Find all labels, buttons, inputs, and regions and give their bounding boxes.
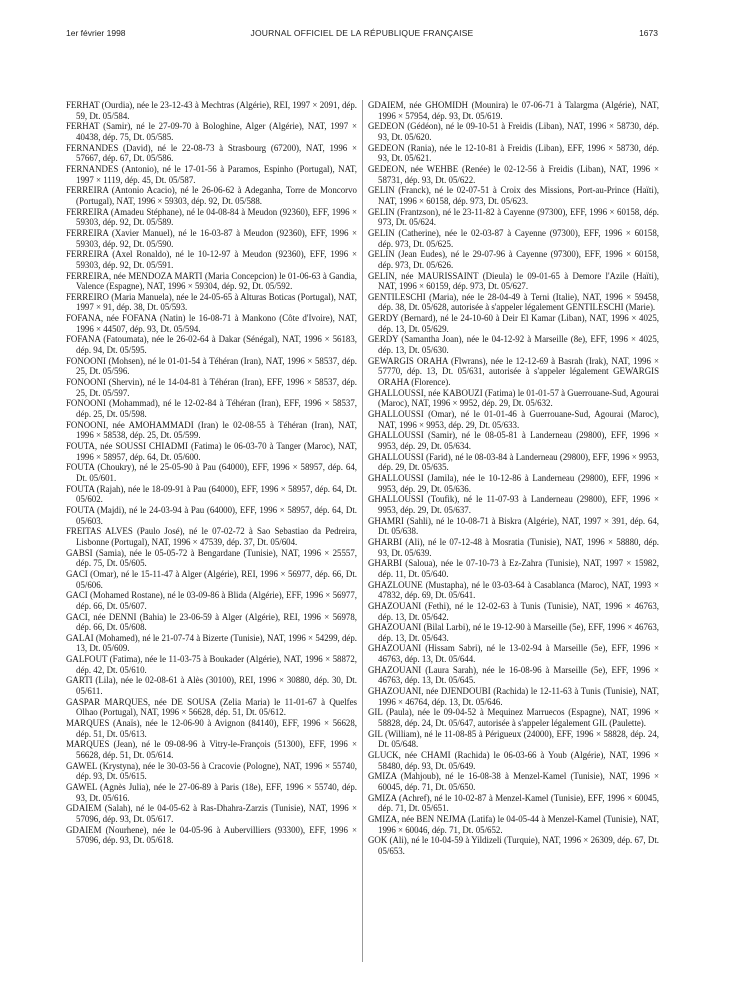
register-entry: FERREIRA (Xavier Manuel), né le 16-03-87 à Meudon (92360), EFF, 1996 × 59303, dép. 92, Dt. 05/590. bbox=[66, 227, 357, 249]
register-entry: GMIZA (Achref), né le 10-02-87 à Menzel-Kamel (Tunisie), EFF, 1996 × 60045, dép. 71, Dt. 05/651. bbox=[368, 792, 659, 814]
register-entry: GEDEON (Gédéon), né le 09-10-51 à Freidis (Liban), NAT, 1996 × 58730, dép. 93, Dt. 05/620. bbox=[368, 121, 659, 142]
register-entry: GHALLOUSSI (Toufik), né le 11-07-93 à Landerneau (29800), EFF, 1996 × 9953, dép. 29, Dt. 05/637. bbox=[368, 494, 659, 515]
register-entry: GIL (Paula), née le 09-04-52 à Mequinez Marruecos (Espagne), NAT, 1996 × 58828, dép. 24, Dt. 05/647, autorisée à s'appeler légalement GIL (Paulette). bbox=[368, 707, 659, 729]
register-entry: GELIN, née MAURISSAINT (Dieula) le 09-01-65 à Demore l'Azile (Haïti), NAT, 1996 × 60159, dép. 973, Dt. 05/627. bbox=[368, 270, 659, 292]
register-entry: GARTI (Lila), née le 02-08-61 à Alès (30100), REI, 1996 × 30880, dép. 30, Dt. 05/611. bbox=[66, 675, 357, 697]
header-title: JOURNAL OFFICIEL DE LA RÉPUBLIQUE FRANÇAISE bbox=[250, 28, 474, 38]
register-entry: FONOONI (Mohsen), né le 01-01-54 à Téhéran (Iran), NAT, 1996 × 58537, dép. 25, Dt. 05/596. bbox=[66, 355, 357, 377]
register-entry: FONOONI, née AMOHAMMADI (Iran) le 02-08-55 à Téhéran (Iran), NAT, 1996 × 58538, dép. 25, Dt. 05/599. bbox=[66, 419, 357, 441]
register-entry: GEWARGIS ORAHA (Flwrans), née le 12-12-69 à Basrah (Irak), NAT, 1996 × 57770, dép. 13, Dt. 05/631, autorisée à s'appeler légalement GEWARGIS ORAHA (Florence). bbox=[368, 355, 659, 388]
register-entry: GERDY (Samantha Joan), née le 04-12-92 à Marseille (8e), EFF, 1996 × 4025, dép. 13, Dt. 05/630. bbox=[368, 334, 659, 356]
register-entry: GALAI (Mohamed), né le 21-07-74 à Bizerte (Tunisie), NAT, 1996 × 54299, dép. 13, Dt. 05/609. bbox=[66, 632, 357, 654]
register-entry: GABSI (Samia), née le 05-05-72 à Bengardane (Tunisie), NAT, 1996 × 25557, dép. 75, Dt. 05/605. bbox=[66, 547, 357, 569]
register-entry: GELIN (Franck), né le 02-07-51 à Croix des Missions, Port-au-Prince (Haïti), NAT, 1996 × 60158, dép. 973, Dt. 05/623. bbox=[368, 185, 659, 206]
register-entry: MARQUES (Jean), né le 09-08-96 à Vitry-le-François (51300), EFF, 1996 × 56628, dép. 51, Dt. 05/614. bbox=[66, 739, 357, 761]
register-entry: GHAZOUANI (Hissam Sabri), né le 13-02-94 à Marseille (5e), EFF, 1996 × 46763, dép. 13, Dt. 05/644. bbox=[368, 643, 659, 665]
register-entry: GOK (Ali), né le 10-04-59 à Yildizeli (Turquie), NAT, 1996 × 26309, dép. 67, Dt. 05/653. bbox=[368, 835, 659, 856]
register-entry: GELIN (Frantzson), né le 23-11-82 à Cayenne (97300), EFF, 1996 × 60158, dép. 973, Dt. 05/624. bbox=[368, 206, 659, 228]
register-entry: GHALLOUSSI (Omar), né le 01-01-46 à Guerrouane-Sud, Agourai (Maroc), NAT, 1996 × 9953, dép. 29, Dt. 05/633. bbox=[368, 409, 659, 430]
register-entry: GERDY (Bernard), né le 24-10-60 à Deir El Kamar (Liban), NAT, 1996 × 4025, dép. 13, Dt. 05/629. bbox=[368, 313, 659, 334]
register-entry: GALFOUT (Fatima), née le 11-03-75 à Boukader (Algérie), NAT, 1996 × 58872, dép. 42, Dt. 05/610. bbox=[66, 654, 357, 675]
register-entry: GASPAR MARQUES, née DE SOUSA (Zelia Maria) le 11-01-67 à Quelfes Olhao (Portugal), NAT, 1996 × 56628, dép. 51, Dt. 05/612. bbox=[66, 696, 357, 718]
page-header bbox=[66, 28, 658, 42]
register-entry: GAWEL (Krystyna), née le 30-03-56 à Cracovie (Pologne), NAT, 1996 × 55740, dép. 93, Dt. 05/615. bbox=[66, 760, 357, 782]
register-entry: GHALLOUSSI (Farid), né le 08-03-84 à Landerneau (29800), EFF, 1996 × 9953, dép. 29, Dt. 05/635. bbox=[368, 451, 659, 473]
register-entry: GDAIEM (Salah), né le 04-05-62 à Ras-Dhahra-Zarzis (Tunisie), NAT, 1996 × 57096, dép. 93, Dt. 05/617. bbox=[66, 803, 357, 824]
register-entry: FOUTA (Rajah), née le 18-09-91 à Pau (64000), EFF, 1996 × 58957, dép. 64, Dt. 05/602. bbox=[66, 483, 357, 505]
register-entry: FERREIRA (Axel Ronaldo), né le 10-12-97 à Meudon (92360), EFF, 1996 × 59303, dép. 92, Dt. 05/591. bbox=[66, 249, 357, 270]
register-entry: GDAIEM (Nourhene), née le 04-05-96 à Aubervilliers (93300), EFF, 1996 × 57096, dép. 93, Dt. 05/618. bbox=[66, 824, 357, 846]
register-entry: GDAIEM, née GHOMIDH (Mounira) le 07-06-71 à Talargma (Algérie), NAT, 1996 × 57954, dép. 93, Dt. 05/619. bbox=[368, 100, 659, 121]
register-entry: FERHAT (Ourdia), née le 23-12-43 à Mechtras (Algérie), REI, 1997 × 2091, dép. 59, Dt. 05/584. bbox=[66, 100, 357, 121]
register-entry: GHAMRI (Sahli), né le 10-08-71 à Biskra (Algérie), NAT, 1997 × 391, dép. 64, Dt. 05/638. bbox=[368, 515, 659, 537]
right-column bbox=[368, 100, 659, 857]
register-entry: GHAZOUANI, née DJENDOUBI (Rachida) le 12-11-63 à Tunis (Tunisie), NAT, 1996 × 46764, dép. 13, Dt. 05/646. bbox=[368, 686, 659, 707]
register-entry: FOUTA (Choukry), né le 25-05-90 à Pau (64000), EFF, 1996 × 58957, dép. 64, Dt. 05/601. bbox=[66, 462, 357, 483]
register-entry: GHALLOUSSI (Samir), né le 08-05-81 à Landerneau (29800), EFF, 1996 × 9953, dép. 29, Dt. 05/634. bbox=[368, 430, 659, 451]
header-date: 1er février 1998 bbox=[66, 28, 126, 38]
register-entry: GHAZOUANI (Laura Sarah), née le 16-08-96 à Marseille (5e), EFF, 1996 × 46763, dép. 13, Dt. 05/645. bbox=[368, 664, 659, 686]
register-entry: GHARBI (Ali), né le 07-12-48 à Mosratia (Tunisie), NAT, 1996 × 58880, dép. 93, Dt. 05/639. bbox=[368, 536, 659, 558]
register-entry: GLUCK, née CHAMI (Rachida) le 06-03-66 à Youb (Algérie), NAT, 1996 × 58480, dép. 93, Dt. 05/649. bbox=[368, 750, 659, 771]
register-entry: GACI (Mohamed Rostane), né le 03-09-86 à Blida (Algérie), EFF, 1996 × 56977, dép. 66, Dt. 05/607. bbox=[66, 590, 357, 611]
register-entry: FOFANA (Fatoumata), née le 26-02-64 à Dakar (Sénégal), NAT, 1996 × 56183, dép. 94, Dt. 05/595. bbox=[66, 334, 357, 356]
register-entry: GEDEON (Rania), née le 12-10-81 à Freidis (Liban), EFF, 1996 × 58730, dép. 93, Dt. 05/621. bbox=[368, 142, 659, 164]
register-entry: FONOONI (Mohammad), né le 12-02-84 à Téhéran (Iran), EFF, 1996 × 58537, dép. 25, Dt. 05/598. bbox=[66, 398, 357, 420]
register-entry: GHAZOUANI (Bilal Larbi), né le 19-12-90 à Marseille (5e), EFF, 1996 × 46763, dép. 13, Dt. 05/643. bbox=[368, 622, 659, 643]
header-page-number: 1673 bbox=[639, 28, 658, 38]
register-entry: GHARBI (Saloua), née le 07-10-73 à Ez-Zahra (Tunisie), NAT, 1997 × 15982, dép. 11, Dt. 05/640. bbox=[368, 558, 659, 579]
register-entry: GHALLOUSSI, née KABOUZI (Fatima) le 01-01-57 à Guerrouane-Sud, Agourai (Maroc), NAT, 1996 × 9952, dép. 29, Dt. 05/632. bbox=[368, 387, 659, 409]
register-entry: GAWEL (Agnès Julia), née le 27-06-89 à Paris (18e), EFF, 1996 × 55740, dép. 93, Dt. 05/616. bbox=[66, 782, 357, 803]
register-entry: FERNANDES (David), né le 22-08-73 à Strasbourg (67200), NAT, 1996 × 57667, dép. 67, Dt. 05/586. bbox=[66, 142, 357, 164]
register-entry: FOUTA, née SOUSSI CHIADMI (Fatima) le 06-03-70 à Tanger (Maroc), NAT, 1996 × 58957, dép. 64, Dt. 05/600. bbox=[66, 441, 357, 462]
register-entry: FERREIRO (Maria Manuela), née le 24-05-65 à Alturas Boticas (Portugal), NAT, 1997 × 91, dép. 38, Dt. 05/593. bbox=[66, 291, 357, 313]
register-entry: GENTILESCHI (Maria), née le 28-04-49 à Terni (Italie), NAT, 1996 × 59458, dép. 38, Dt. 05/628, autorisée à s'appeler légalement GENTILESCHI (Marie). bbox=[368, 291, 659, 313]
register-entry: MARQUES (Anaïs), née le 12-06-90 à Avignon (84140), EFF, 1996 × 56628, dép. 51, Dt. 05/613. bbox=[66, 718, 357, 739]
register-entry: GACI, née DENNI (Bahia) le 23-06-59 à Alger (Algérie), REI, 1996 × 56978, dép. 66, Dt. 05/608. bbox=[66, 611, 357, 633]
register-entry: FERREIRA (Amadeu Stéphane), né le 04-08-84 à Meudon (92360), EFF, 1996 × 59303, dép. 92, Dt. 05/589. bbox=[66, 206, 357, 228]
register-entry: FERHAT (Samir), né le 27-09-70 à Bologhine, Alger (Algérie), NAT, 1997 × 40438, dép. 75, Dt. 05/585. bbox=[66, 121, 357, 142]
register-entry: FERREIRA, née MENDOZA MARTI (Maria Concepcion) le 01-06-63 à Gandia, Valence (Espagne), NAT, 1996 × 59304, dép. 92, Dt. 05/592. bbox=[66, 270, 357, 292]
left-column bbox=[66, 100, 357, 846]
register-entry: GMIZA, née BEN NEJMA (Latifa) le 04-05-44 à Menzel-Kamel (Tunisie), NAT, 1996 × 60046, dép. 71, Dt. 05/652. bbox=[368, 813, 659, 835]
column-divider bbox=[362, 100, 363, 962]
register-entry: GACI (Omar), né le 15-11-47 à Alger (Algérie), REI, 1996 × 56977, dép. 66, Dt. 05/606. bbox=[66, 568, 357, 590]
register-entry: GELIN (Jean Eudes), né le 29-07-96 à Cayenne (97300), EFF, 1996 × 60158, dép. 973, Dt. 05/626. bbox=[368, 249, 659, 270]
register-entry: FOUTA (Majdi), né le 24-03-94 à Pau (64000), EFF, 1996 × 58957, dép. 64, Dt. 05/603. bbox=[66, 504, 357, 526]
register-entry: GMIZA (Mahjoub), né le 16-08-38 à Menzel-Kamel (Tunisie), NAT, 1996 × 60045, dép. 71, Dt. 05/650. bbox=[368, 771, 659, 792]
register-entry: GHAZOUANI (Fethi), né le 12-02-63 à Tunis (Tunisie), NAT, 1996 × 46763, dép. 13, Dt. 05/642. bbox=[368, 600, 659, 622]
register-entry: GHALLOUSSI (Jamila), née le 10-12-86 à Landerneau (29800), EFF, 1996 × 9953, dép. 29, Dt. 05/636. bbox=[368, 472, 659, 494]
register-entry: FERNANDES (Antonio), né le 17-01-56 à Paramos, Espinho (Portugal), NAT, 1997 × 1119, dép. 45, Dt. 05/587. bbox=[66, 163, 357, 185]
register-entry: FONOONI (Shervin), né le 14-04-81 à Téhéran (Iran), EFF, 1996 × 58537, dép. 25, Dt. 05/597. bbox=[66, 377, 357, 398]
register-entry: GEDEON, née WEHBE (Renée) le 02-12-56 à Freidis (Liban), NAT, 1996 × 58731, dép. 93, Dt. 05/622. bbox=[368, 163, 659, 185]
register-entry: FOFANA, née FOFANA (Natin) le 16-08-71 à Mankono (Côte d'Ivoire), NAT, 1996 × 44507, dép. 93, Dt. 05/594. bbox=[66, 313, 357, 334]
register-entry: GIL (William), né le 11-08-85 à Périgueux (24000), EFF, 1996 × 58828, dép. 24, Dt. 05/648. bbox=[368, 728, 659, 750]
register-entry: FREITAS ALVES (Paulo José), né le 07-02-72 à Sao Sebastiao da Pedreira, Lisbonne (Portugal), NAT, 1996 × 47539, dép. 37, Dt. 05/604. bbox=[66, 526, 357, 547]
register-entry: GELIN (Catherine), née le 02-03-87 à Cayenne (97300), EFF, 1996 × 60158, dép. 973, Dt. 05/625. bbox=[368, 227, 659, 249]
register-entry: GHAZLOUNE (Mustapha), né le 03-03-64 à Casablanca (Maroc), NAT, 1993 × 47832, dép. 69, Dt. 05/641. bbox=[368, 579, 659, 601]
register-entry: FERREIRA (Antonio Acacio), né le 26-06-62 à Adeganha, Torre de Moncorvo (Portugal), NAT, 1996 × 59303, dép. 92, Dt. 05/588. bbox=[66, 185, 357, 206]
